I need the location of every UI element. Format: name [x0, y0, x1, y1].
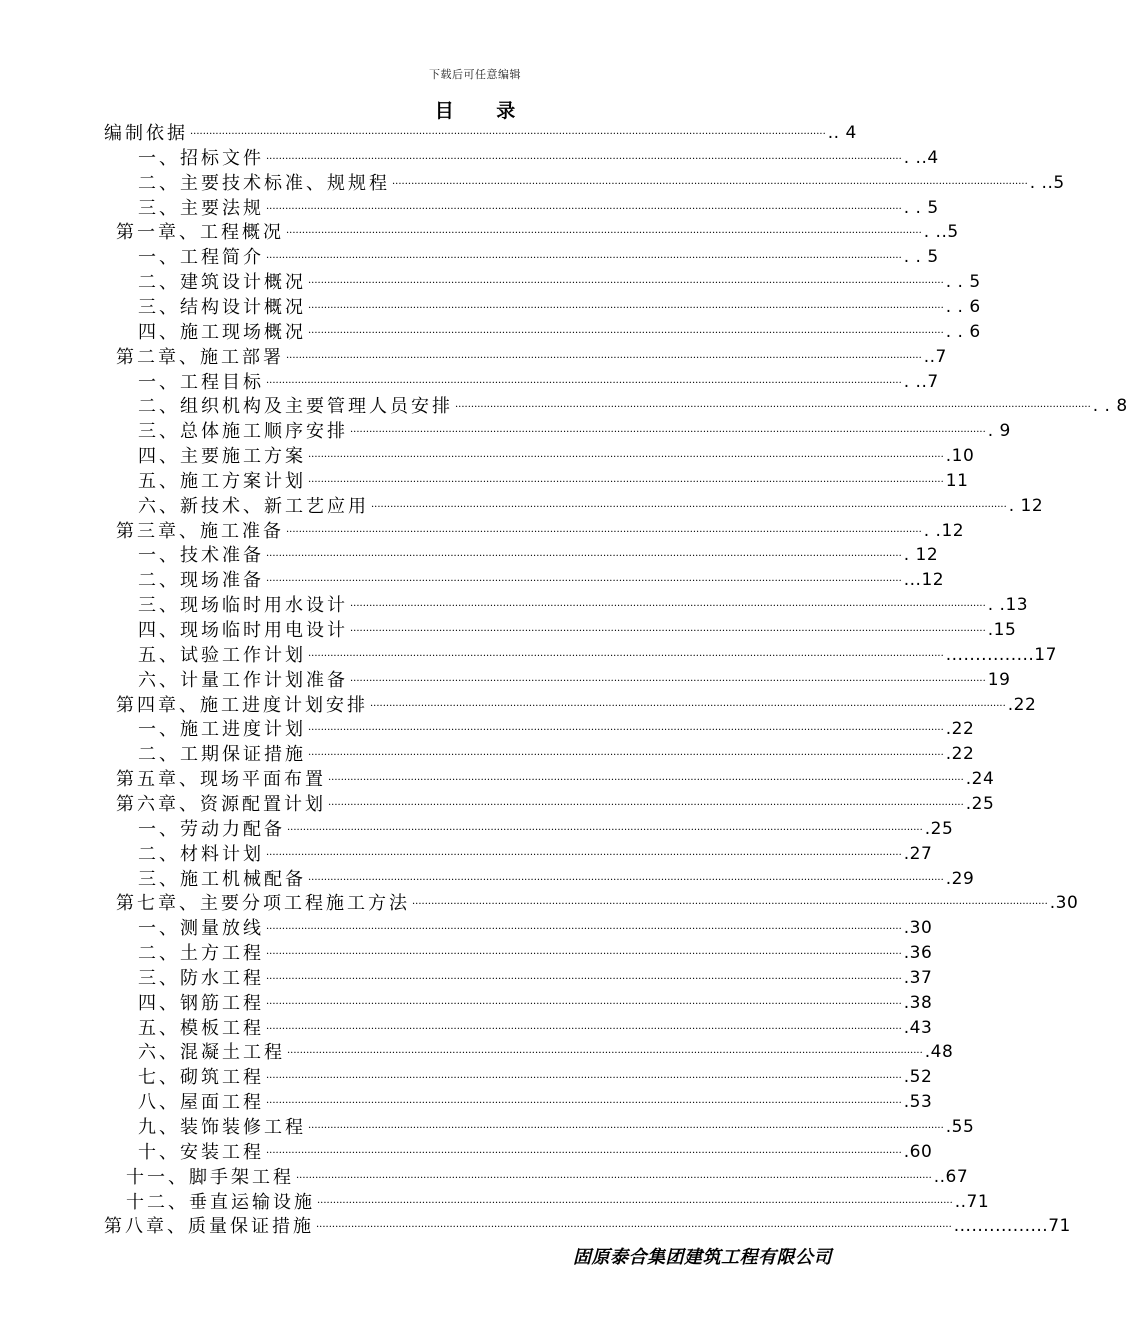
toc-entry-page: .22 [945, 719, 975, 740]
toc-entry-label: 二、工期保证措施 [138, 744, 306, 766]
toc-entry-page: . 12 [903, 545, 939, 566]
toc-leader-dots: ········································································································································································································ [287, 824, 923, 836]
toc-entry-page: .43 [903, 1017, 933, 1038]
toc-leader-dots: ········································································································································································································ [296, 1172, 932, 1184]
toc-leader-dots: ········································································································································································································ [190, 129, 826, 140]
toc-leader-dots: ········································································································································································································ [308, 874, 944, 886]
toc-leader-dots: ········································································································································································································ [286, 228, 922, 240]
toc-leader-dots: ········································································································································································································ [308, 750, 944, 762]
toc-entry-label: 四、现场临时用电设计 [138, 620, 348, 641]
toc-entry-page: . ..7 [903, 371, 939, 392]
toc-entry[interactable] [138, 543, 939, 568]
toc-entry-page: .29 [945, 868, 975, 889]
toc-entry-page: . . 6 [945, 296, 981, 317]
toc-entry-page: . . 5 [903, 197, 939, 218]
toc-entry[interactable] [138, 295, 981, 320]
toc-leader-dots: ········································································································································································································ [412, 899, 1048, 911]
toc-entry[interactable] [138, 668, 1011, 693]
toc-entry-label: 二、主要技术标准、规规程 [138, 172, 390, 194]
toc-entry-page: .27 [903, 843, 933, 864]
toc-entry-label: 二、现场准备 [138, 570, 264, 592]
toc-entry-page: .25 [965, 793, 995, 814]
toc-entry-page: .37 [903, 967, 933, 988]
toc-entry-page: . . 5 [903, 247, 939, 268]
toc-leader-dots: ········································································································································································································ [266, 949, 902, 961]
toc-entry-label: 一、测量放线 [138, 918, 264, 940]
toc-entry-label: 第八章、质量保证措施 [104, 1216, 314, 1238]
toc-entry-page: .30 [903, 918, 933, 939]
toc-leader-dots: ········································································································································································································ [317, 1197, 953, 1209]
toc-entry[interactable] [138, 146, 939, 171]
toc-entry-label: 三、施工机械配备 [138, 868, 306, 890]
toc-entry-page: .48 [924, 1042, 954, 1063]
toc-entry[interactable] [138, 593, 1029, 618]
toc-entry-label: 第三章、施工准备 [116, 520, 284, 542]
toc-leader-dots: ········································································································································································································ [266, 924, 902, 936]
toc-entry-page: . 12 [1008, 495, 1044, 516]
toc-leader-dots: ········································································································································································································ [308, 452, 944, 464]
toc-entry[interactable] [104, 121, 857, 146]
toc-entry[interactable] [116, 220, 959, 245]
toc-entry-label: 五、试验工作计划 [138, 644, 306, 666]
toc-entry-label: 第七章、主要分项工程施工方法 [116, 893, 410, 915]
toc-entry[interactable] [138, 717, 975, 742]
toc-entry[interactable] [138, 469, 969, 494]
toc-entry-page: ..71 [954, 1191, 990, 1212]
toc-entry-label: 第一章、工程概况 [116, 222, 284, 244]
toc-entry-label: 三、结构设计概况 [138, 296, 306, 318]
toc-leader-dots: ········································································································································································································ [266, 153, 902, 165]
toc-leader-dots: ········································································································································································································ [308, 302, 944, 314]
toc-entry[interactable] [138, 842, 933, 867]
toc-leader-dots: ········································································································································································································ [286, 526, 922, 538]
toc-entry-label: 四、施工现场概况 [138, 321, 306, 343]
toc-entry-label: 编制依据 [104, 123, 188, 144]
toc-entry-label: 一、招标文件 [138, 147, 264, 169]
toc-entry[interactable] [116, 767, 995, 792]
toc-entry[interactable] [138, 270, 981, 295]
toc-entry-label: 九、装饰装修工程 [138, 1117, 306, 1138]
toc-entry-page: . .13 [987, 595, 1029, 616]
toc-leader-dots: ········································································································································································································ [350, 427, 986, 439]
toc-entry[interactable] [138, 916, 933, 941]
toc-entry-page: .36 [903, 943, 933, 964]
toc-entry[interactable] [116, 519, 965, 544]
toc-entry[interactable] [138, 444, 975, 469]
toc-entry[interactable] [104, 1214, 1071, 1239]
toc-entry-label: 二、建筑设计概况 [138, 272, 306, 294]
toc-entry-page: .22 [1007, 694, 1037, 715]
toc-entry-page: .22 [945, 744, 975, 765]
toc-entry-page: 11 [945, 470, 969, 491]
toc-entry-page: .24 [965, 769, 995, 790]
toc-entry-page: 19 [987, 669, 1011, 690]
toc-leader-dots: ········································································································································································································ [266, 1023, 902, 1035]
toc-entry-label: 四、主要施工方案 [138, 446, 306, 468]
toc-entry[interactable] [138, 742, 975, 767]
toc-leader-dots: ········································································································································································································ [286, 352, 922, 364]
toc-entry-page: .. 4 [827, 123, 857, 143]
toc-entry-label: 六、混凝土工程 [138, 1042, 285, 1064]
toc-entry-label: 十、安装工程 [138, 1141, 264, 1163]
toc-entry-page: ...12 [903, 570, 945, 591]
toc-leader-dots: ········································································································································································································ [328, 775, 964, 787]
toc-leader-dots: ········································································································································································································ [266, 253, 902, 265]
toc-entry-label: 第五章、现场平面布置 [116, 769, 326, 791]
toc-entry-page: . 9 [987, 421, 1011, 442]
toc-leader-dots: ········································································································································································································ [350, 675, 986, 687]
toc-leader-dots: ········································································································································································································ [308, 476, 944, 488]
toc-entry-label: 三、防水工程 [138, 967, 264, 989]
toc-entry[interactable] [138, 643, 1057, 668]
toc-entry[interactable] [138, 867, 975, 892]
toc-leader-dots: ········································································································································································································ [308, 650, 944, 662]
toc-leader-dots: ········································································································································································································ [308, 327, 944, 339]
toc-entry-label: 二、组织机构及主要管理人员安排 [138, 396, 453, 418]
toc-entry-label: 一、技术准备 [138, 545, 264, 567]
toc-entry-label: 六、计量工作计划准备 [138, 669, 348, 691]
toc-entry-label: 二、材料计划 [138, 843, 264, 865]
toc-entry-label: 五、模板工程 [138, 1017, 264, 1039]
toc-entry-page: .52 [903, 1067, 933, 1088]
page-header-note: 下载后可任意编辑 [429, 68, 521, 81]
toc-entry-label: 第六章、资源配置计划 [116, 793, 326, 815]
toc-entry-page: . . 8 [1092, 396, 1128, 417]
toc-entry[interactable] [138, 245, 939, 270]
toc-entry[interactable] [138, 1016, 933, 1041]
toc-entry-page: . ..5 [923, 222, 959, 243]
toc-entry-label: 十一、脚手架工程 [126, 1166, 294, 1188]
toc-entry-page: . .12 [923, 520, 965, 541]
toc-entry[interactable] [138, 1040, 954, 1065]
toc-leader-dots: ········································································································································································································ [328, 799, 964, 811]
toc-entry-page: .38 [903, 992, 933, 1013]
toc-entry-page: .30 [1049, 893, 1079, 914]
toc-entry-page: .25 [924, 818, 954, 839]
toc-entry-label: 六、新技术、新工艺应用 [138, 495, 369, 517]
toc-leader-dots: ········································································································································································································ [287, 1048, 923, 1060]
toc-entry-label: 三、总体施工顺序安排 [138, 421, 348, 443]
toc-entry[interactable] [138, 991, 933, 1016]
toc-entry[interactable] [138, 817, 954, 842]
toc-leader-dots: ········································································································································································································ [316, 1222, 952, 1234]
toc-entry[interactable] [138, 1115, 975, 1140]
toc-entry[interactable] [116, 792, 995, 817]
toc-entry[interactable] [116, 693, 1037, 718]
toc-entry-page: ..67 [933, 1166, 969, 1187]
toc-entry[interactable] [138, 320, 981, 345]
toc-leader-dots: ········································································································································································································ [266, 849, 902, 861]
toc-entry[interactable] [126, 1165, 969, 1190]
toc-entry[interactable] [138, 1090, 933, 1115]
toc-entry-page: .10 [945, 446, 975, 467]
toc-entry-page: .53 [903, 1092, 933, 1113]
toc-leader-dots: ········································································································································································································ [371, 501, 1007, 513]
toc-entry-page: ..7 [923, 346, 947, 367]
toc-entry[interactable] [138, 419, 1011, 444]
toc-entry[interactable] [138, 196, 939, 221]
toc-entry-label: 四、钢筋工程 [138, 992, 264, 1014]
toc-leader-dots: ········································································································································································································ [266, 551, 902, 563]
toc-entry[interactable] [138, 941, 933, 966]
toc-entry-label: 五、施工方案计划 [138, 470, 306, 492]
toc-leader-dots: ········································································································································································································ [392, 178, 1028, 190]
toc-entry[interactable] [126, 1190, 990, 1215]
toc-entry[interactable] [116, 891, 1079, 916]
toc-entry[interactable] [138, 966, 933, 991]
toc-leader-dots: ········································································································································································································ [350, 626, 986, 637]
toc-entry-label: 二、土方工程 [138, 943, 264, 965]
page-title: 目 录 [434, 100, 534, 122]
toc-entry[interactable] [138, 1065, 933, 1090]
toc-entry[interactable] [138, 171, 1065, 196]
toc-entry-page: .55 [945, 1117, 975, 1137]
toc-entry[interactable] [138, 394, 1128, 419]
toc-leader-dots: ········································································································································································································ [266, 1098, 902, 1110]
toc-entry-label: 一、工程目标 [138, 371, 264, 393]
toc-entry-page: .15 [987, 620, 1017, 640]
toc-entry-page: . ..5 [1029, 172, 1065, 193]
toc-leader-dots: ········································································································································································································ [308, 725, 944, 737]
toc-entry[interactable] [138, 1140, 933, 1165]
toc-entry-page: . . 5 [945, 272, 981, 293]
toc-entry[interactable] [138, 494, 1044, 519]
toc-entry-label: 一、劳动力配备 [138, 818, 285, 840]
toc-entry-page: ...............17 [945, 644, 1057, 665]
toc-leader-dots: ········································································································································································································ [308, 1123, 944, 1134]
toc-entry[interactable] [138, 370, 939, 395]
toc-leader-dots: ········································································································································································································ [350, 601, 986, 613]
toc-leader-dots: ········································································································································································································ [266, 973, 902, 985]
toc-entry-label: 一、工程简介 [138, 247, 264, 269]
toc-leader-dots: ········································································································································································································ [370, 700, 1006, 712]
toc-entry-label: 第四章、施工进度计划安排 [116, 694, 368, 716]
toc-entry-label: 一、施工进度计划 [138, 719, 306, 741]
toc-entry-label: 十二、垂直运输设施 [126, 1191, 315, 1213]
toc-entry[interactable] [138, 568, 945, 593]
toc-entry-label: 八、屋面工程 [138, 1092, 264, 1114]
toc-entry-page: . ..4 [903, 147, 939, 168]
toc-leader-dots: ········································································································································································································ [455, 402, 1091, 414]
toc-leader-dots: ········································································································································································································ [266, 998, 902, 1010]
toc-leader-dots: ········································································································································································································ [308, 278, 944, 290]
toc-entry-label: 第二章、施工部署 [116, 346, 284, 368]
company-name: 固原泰合集团建筑工程有限公司 [573, 1247, 832, 1268]
toc-entry-label: 三、主要法规 [138, 197, 264, 219]
toc-entry-label: 三、现场临时用水设计 [138, 595, 348, 617]
toc-entry-page: ................71 [953, 1216, 1071, 1237]
toc-leader-dots: ········································································································································································································ [266, 576, 902, 588]
toc-entry[interactable] [116, 345, 947, 370]
toc-leader-dots: ········································································································································································································ [266, 1073, 902, 1085]
toc-leader-dots: ········································································································································································································ [266, 377, 902, 389]
toc-leader-dots: ········································································································································································································ [266, 203, 902, 215]
toc-entry-page: . . 6 [945, 321, 981, 342]
toc-entry[interactable] [138, 618, 1017, 643]
toc-entry-page: .60 [903, 1141, 933, 1162]
toc-leader-dots: ········································································································································································································ [266, 1147, 902, 1159]
toc-entry-label: 七、砌筑工程 [138, 1067, 264, 1089]
